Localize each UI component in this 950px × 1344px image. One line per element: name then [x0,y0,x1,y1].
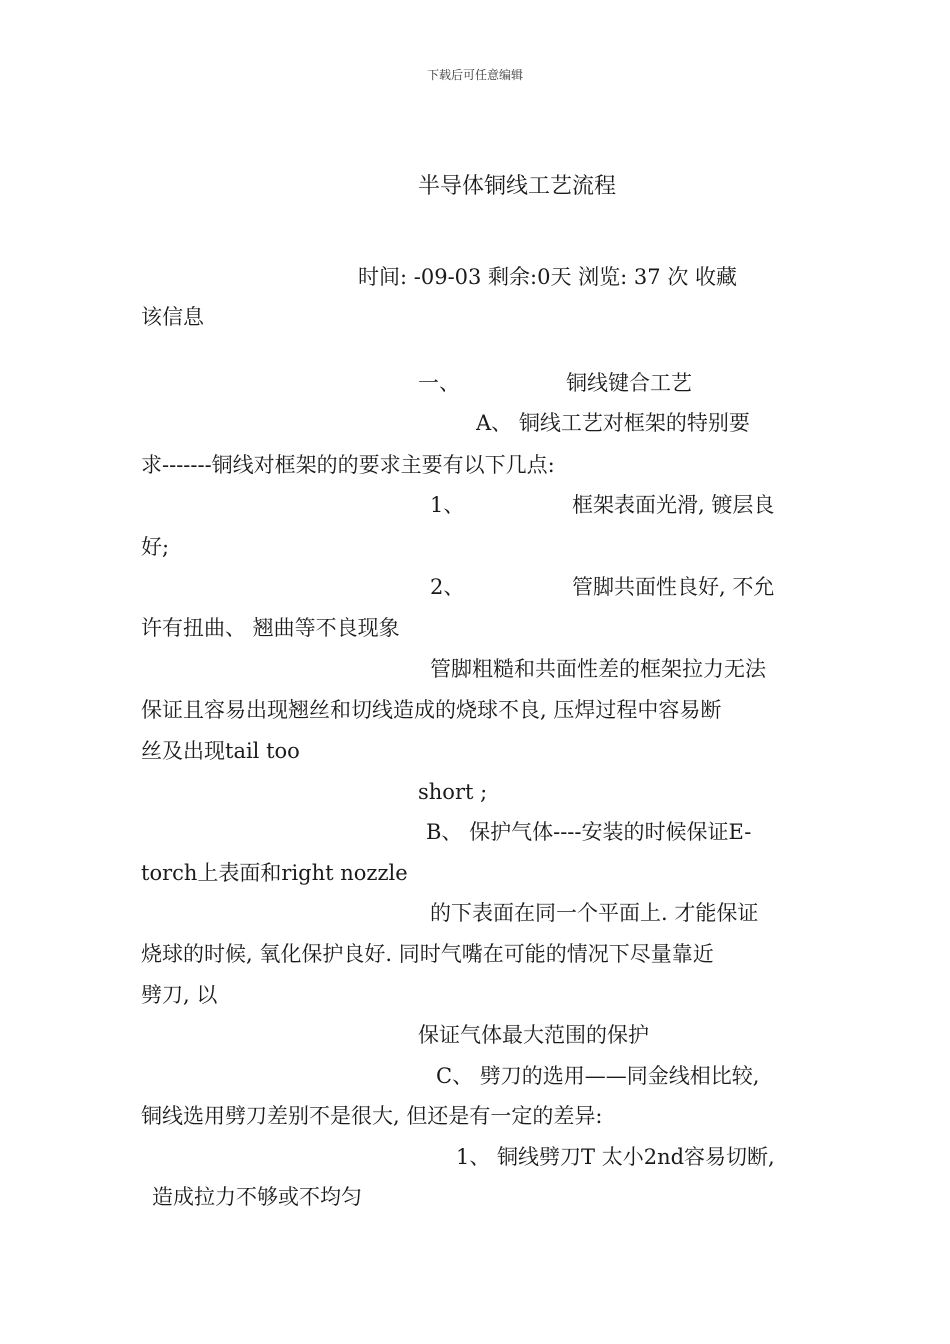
item-2-wrap: 许有扭曲、 翘曲等不良现象 [141,616,400,640]
page-header: 下载后可任意编辑 [426,68,523,82]
meta-line-wrap: 该信息 [141,305,204,329]
paragraph-1-line-4: short ; [418,780,488,804]
meta-line: 时间: -09-03 剩余:0天 浏览: 37 次 收藏 [358,265,737,289]
section-1-heading: 铜线键合工艺 [566,371,692,395]
paragraph-1-line-2: 保证且容易出现翘丝和切线造成的烧球不良, 压焊过程中容易断 [141,698,722,722]
item-2-text: 管脚共面性良好, 不允 [572,575,775,599]
item-c1-text: 1、 铜线劈刀T 太小2nd容易切断, [456,1145,775,1169]
section-c-heading: C、 劈刀的选用——同金线相比较, [436,1064,760,1088]
section-b-heading: B、 保护气体----安装的时候保证E- [426,820,752,844]
item-1-number: 1、 [430,493,465,517]
item-1-text: 框架表面光滑, 镀层良 [572,493,775,517]
paragraph-1-line-1: 管脚粗糙和共面性差的框架拉力无法 [430,657,766,681]
section-b-text: torch上表面和right nozzle [141,861,408,885]
item-2-number: 2、 [430,575,465,599]
paragraph-2-line-3: 劈刀, 以 [141,983,218,1007]
section-1-number: 一、 [418,371,460,395]
section-a-text: 求-------铜线对框架的的要求主要有以下几点: [141,453,555,477]
paragraph-2-line-1: 的下表面在同一个平面上. 才能保证 [430,901,759,925]
paragraph-2-line-4: 保证气体最大范围的保护 [418,1023,649,1047]
section-a-heading: A、 铜线工艺对框架的特别要 [476,411,750,435]
doc-title: 半导体铜线工艺流程 [418,174,617,199]
paragraph-2-line-2: 烧球的时候, 氧化保护良好. 同时气嘴在可能的情况下尽量靠近 [141,942,714,966]
item-c1-wrap: 造成拉力不够或不均匀 [152,1185,362,1209]
paragraph-1-line-3: 丝及出现tail too [141,739,300,763]
section-c-text: 铜线选用劈刀差别不是很大, 但还是有一定的差异: [141,1104,603,1128]
item-1-wrap: 好; [141,535,170,559]
